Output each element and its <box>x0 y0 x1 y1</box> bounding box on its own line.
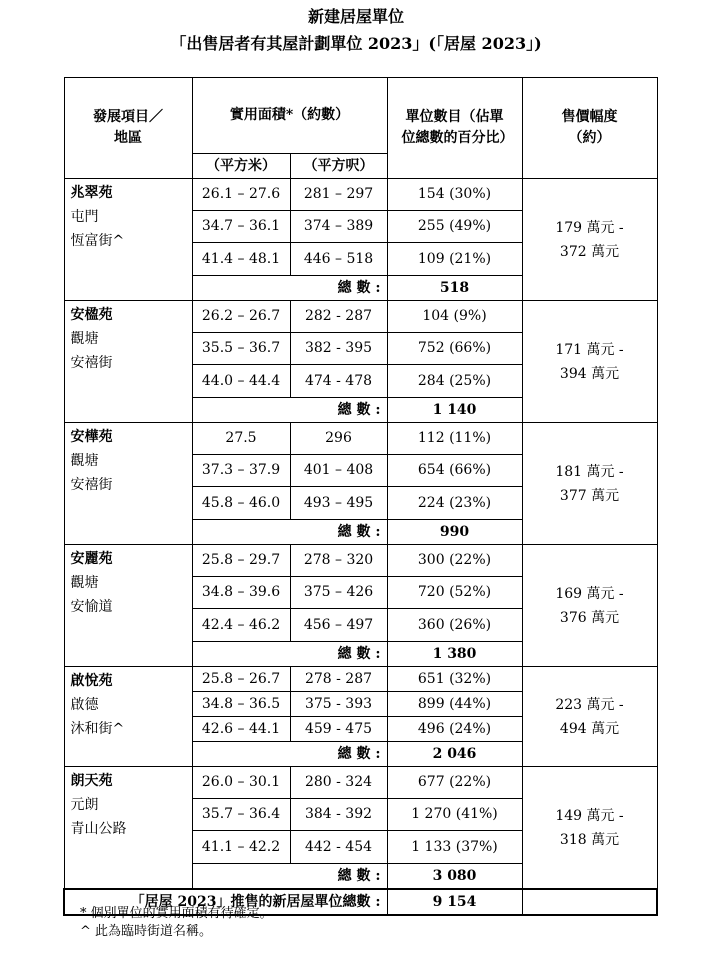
price-low: 223 萬元 - <box>555 696 624 713</box>
project-cell <box>64 301 192 423</box>
table-row <box>64 667 657 692</box>
price-cell <box>522 423 657 545</box>
units-cell: 284 (25%) <box>387 365 522 398</box>
total-value: 2 046 <box>387 742 522 767</box>
total-value: 990 <box>387 520 522 545</box>
project-name: 安麗苑 <box>70 551 113 567</box>
sqft-cell: 493 – 495 <box>290 487 387 520</box>
total-label: 總 數 : <box>192 398 387 423</box>
sqm-cell: 26.1 – 27.6 <box>192 179 290 211</box>
header-sqft: （平方呎） <box>290 154 387 179</box>
price-cell <box>522 545 657 667</box>
price-high: 494 萬元 <box>559 720 620 737</box>
sqm-cell: 41.1 – 42.2 <box>192 831 290 864</box>
units-cell: 720 (52%) <box>387 577 522 609</box>
sqm-cell: 35.5 – 36.7 <box>192 333 290 365</box>
project-district: 元朗 <box>70 797 99 813</box>
header-sqm: （平方米） <box>192 154 290 179</box>
units-cell: 752 (66%) <box>387 333 522 365</box>
footnote-street: ^ 此為臨時街道名稱。 <box>80 924 213 939</box>
sqft-cell: 459 - 475 <box>290 717 387 742</box>
price-cell <box>522 767 657 890</box>
project-cell <box>64 179 192 301</box>
price-cell <box>522 301 657 423</box>
project-cell <box>64 767 192 890</box>
price-low: 171 萬元 - <box>555 341 624 358</box>
units-cell: 224 (23%) <box>387 487 522 520</box>
units-cell: 360 (26%) <box>387 609 522 642</box>
price-high: 377 萬元 <box>559 487 620 504</box>
units-cell: 154 (30%) <box>387 179 522 211</box>
project-name: 啟悅苑 <box>70 673 113 689</box>
header-units: 單位數目（佔單位總數的百分比） <box>387 78 522 179</box>
sqft-cell: 278 – 320 <box>290 545 387 577</box>
project-name: 兆翠苑 <box>70 185 113 201</box>
project-cell <box>64 423 192 545</box>
price-high: 376 萬元 <box>559 609 620 626</box>
project-name: 安楹苑 <box>70 307 113 323</box>
project-name: 朗天苑 <box>70 773 113 789</box>
price-high: 394 萬元 <box>559 365 620 382</box>
sqft-cell: 296 <box>290 423 387 455</box>
table-row <box>64 301 657 333</box>
sqm-cell: 34.8 – 39.6 <box>192 577 290 609</box>
price-low: 181 萬元 - <box>555 463 624 480</box>
units-cell: 300 (22%) <box>387 545 522 577</box>
sqft-cell: 474 - 478 <box>290 365 387 398</box>
header-project: 發展項目／地區 <box>64 78 192 179</box>
sqft-cell: 456 – 497 <box>290 609 387 642</box>
price-low: 169 萬元 - <box>555 585 624 602</box>
sqm-cell: 26.0 – 30.1 <box>192 767 290 799</box>
project-district: 觀塘 <box>70 453 99 469</box>
project-district: 屯門 <box>70 209 99 225</box>
project-street: 恆富街^ <box>70 233 125 249</box>
sqm-cell: 34.7 – 36.1 <box>192 211 290 243</box>
price-cell <box>522 179 657 301</box>
project-district: 觀塘 <box>70 331 99 347</box>
units-cell: 255 (49%) <box>387 211 522 243</box>
table-row <box>64 179 657 211</box>
total-label: 總 數 : <box>192 642 387 667</box>
project-cell <box>64 545 192 667</box>
sqft-cell: 281 – 297 <box>290 179 387 211</box>
project-street: 沐和街^ <box>70 721 125 737</box>
sqft-cell: 375 - 393 <box>290 692 387 717</box>
project-street: 安禧街 <box>70 355 113 371</box>
sqm-cell: 45.8 – 46.0 <box>192 487 290 520</box>
header-price: 售價幅度（約） <box>522 78 657 179</box>
units-cell: 104 (9%) <box>387 301 522 333</box>
project-district: 觀塘 <box>70 575 99 591</box>
table-row <box>64 545 657 577</box>
sqft-cell: 382 - 395 <box>290 333 387 365</box>
sqft-cell: 282 - 287 <box>290 301 387 333</box>
project-street: 安禧街 <box>70 477 113 493</box>
project-cell <box>64 667 192 767</box>
total-value: 3 080 <box>387 864 522 890</box>
sqm-cell: 44.0 – 44.4 <box>192 365 290 398</box>
sqm-cell: 37.3 – 37.9 <box>192 455 290 487</box>
units-cell: 1 270 (41%) <box>387 799 522 831</box>
sqft-cell: 374 – 389 <box>290 211 387 243</box>
sqm-cell: 26.2 – 26.7 <box>192 301 290 333</box>
total-value: 1 140 <box>387 398 522 423</box>
footnote-area: * 個別單位的實用面積有待確定。 <box>80 906 273 921</box>
price-high: 372 萬元 <box>559 243 620 260</box>
sqft-cell: 401 – 408 <box>290 455 387 487</box>
total-label: 總 數 : <box>192 864 387 890</box>
price-cell <box>522 667 657 767</box>
sqm-cell: 25.8 – 26.7 <box>192 667 290 692</box>
page-title: 新建居屋單位 <box>307 7 404 26</box>
sqft-cell: 375 – 426 <box>290 577 387 609</box>
sqft-cell: 280 - 324 <box>290 767 387 799</box>
sqft-cell: 446 – 518 <box>290 243 387 276</box>
sqm-cell: 27.5 <box>192 423 290 455</box>
page-subtitle: 「出售居者有其屋計劃單位 2023」(「居屋 2023」) <box>170 34 542 53</box>
grand-total-value: 9 154 <box>387 889 522 915</box>
project-name: 安樺苑 <box>70 429 113 445</box>
units-cell: 1 133 (37%) <box>387 831 522 864</box>
units-cell: 109 (21%) <box>387 243 522 276</box>
total-label: 總 數 : <box>192 520 387 545</box>
grand-total-empty <box>522 889 657 915</box>
sqft-cell: 442 - 454 <box>290 831 387 864</box>
sqm-cell: 35.7 – 36.4 <box>192 799 290 831</box>
project-district: 啟德 <box>70 697 99 713</box>
sqm-cell: 41.4 – 48.1 <box>192 243 290 276</box>
table-row <box>64 767 657 799</box>
flats-table <box>63 77 658 916</box>
units-cell: 651 (32%) <box>387 667 522 692</box>
total-label: 總 數 : <box>192 276 387 301</box>
price-high: 318 萬元 <box>559 831 620 848</box>
table-row <box>64 423 657 455</box>
project-street: 青山公路 <box>70 821 127 837</box>
units-cell: 899 (44%) <box>387 692 522 717</box>
total-value: 1 380 <box>387 642 522 667</box>
units-cell: 677 (22%) <box>387 767 522 799</box>
project-street: 安愉道 <box>70 599 113 615</box>
sqft-cell: 278 - 287 <box>290 667 387 692</box>
grand-total-label: 「居屋 2023」推售的新居屋單位總數 : <box>64 889 387 915</box>
total-label: 總 數 : <box>192 742 387 767</box>
price-low: 149 萬元 - <box>555 807 624 824</box>
units-cell: 112 (11%) <box>387 423 522 455</box>
sqft-cell: 384 - 392 <box>290 799 387 831</box>
total-value: 518 <box>387 276 522 301</box>
price-low: 179 萬元 - <box>555 219 624 236</box>
sqm-cell: 25.8 – 29.7 <box>192 545 290 577</box>
sqm-cell: 34.8 – 36.5 <box>192 692 290 717</box>
sqm-cell: 42.6 – 44.1 <box>192 717 290 742</box>
sqm-cell: 42.4 – 46.2 <box>192 609 290 642</box>
units-cell: 654 (66%) <box>387 455 522 487</box>
units-cell: 496 (24%) <box>387 717 522 742</box>
header-area: 實用面積*（約數） <box>192 78 387 154</box>
